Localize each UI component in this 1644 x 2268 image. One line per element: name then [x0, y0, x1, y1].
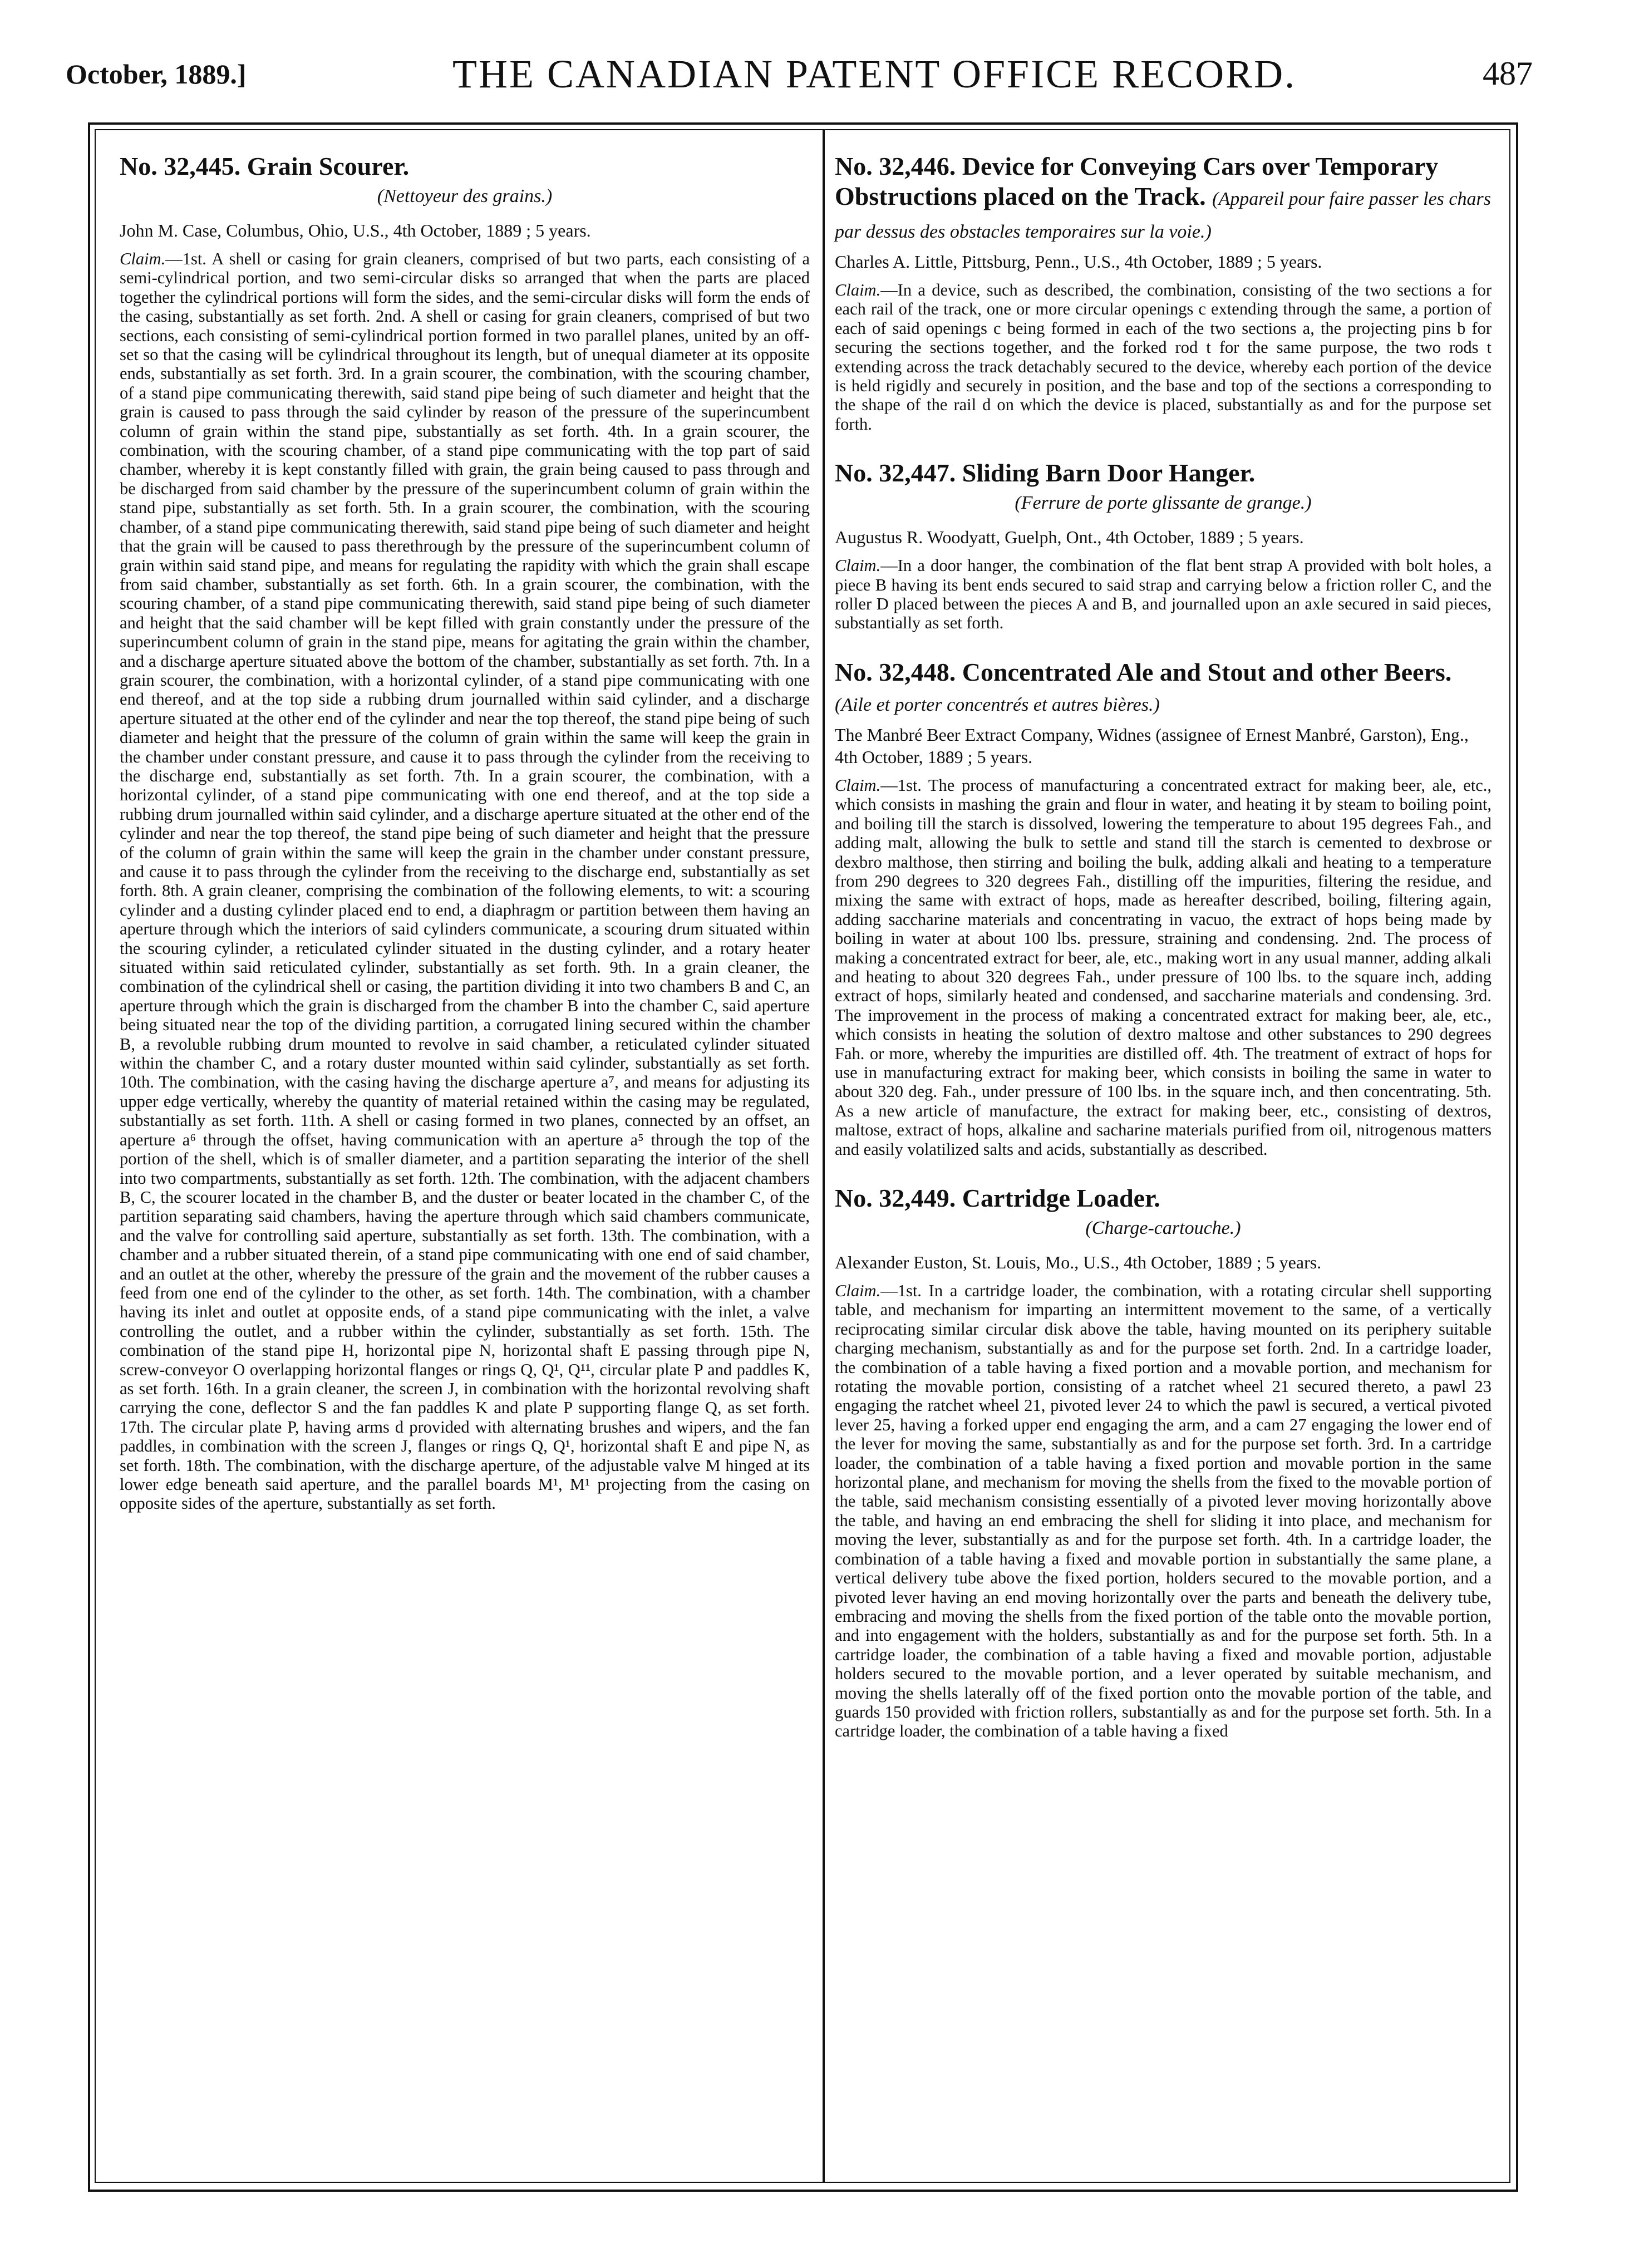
- entry-title: Device for Conveying Cars over Temporary Obstructions placed on the Track.: [835, 152, 1439, 210]
- entry-claim: [835, 776, 1492, 1159]
- claim-text: —1st. The process of manufacturing a concentrated extract for making beer, ale, etc., which consists in mashing the grain and flour in water, and heating it by steam to boiling point, and boiling till the starch is dissolved, lowering the temperature to about 195 degrees Fah., and adding malt, allowing the bulk to settle and stand till the starch is cemented to dexbrose or dexbro malthose, then stirring and boiling the bulk, adding alkali and heating to a temperature from 290 degrees to 320 degrees Fah., distilling off the impurities, filtering the residue, and mixing the same with extract of hops, made as hereafter described, boiling, filtering again, adding saccharine materials and concentrating in vacuo, the extract of hops being made by boiling in water at about 100 lbs. pressure, straining and condensing. 2nd. The process of making a concentrated extract for beer, ale, etc., making wort in any usual manner, adding alkali and heating to about 320 degrees Fah., under pressure of 100 lbs. to the square inch, adding extract of hops, similarly heated and condensed, and saccharine materials and condensing. 3rd. The improvement in the process of making a concentrated extract for making beer, ale, etc., which consists in heating the solution of dextro maltose and other substances to 290 degrees Fah. or more, whereby the impurities are distilled off. 4th. The treatment of extract of hops for use in manufacturing extract for making beer, which consists in boiling the same in water to about 320 deg. Fah., under pressure of 100 lbs. in the square inch, and then concentrating. 5th. As a new article of manufacture, the extract for making beer, etc., consisting of dextros, maltose, extract of hops, alkaline and sacharine materials purified from oil, nitrogenous matters and easily volatilized salts and acids, substantially as described.: [835, 775, 1492, 1159]
- entry-heading: [835, 657, 1492, 720]
- entry-french-title: (Appareil pour faire passer les chars par dessus des obstacles temporaires sur la voie.): [835, 189, 1491, 242]
- patent-entry-32448: [835, 657, 1492, 1159]
- entry-number: No. 32,447.: [835, 459, 956, 488]
- entry-heading: [835, 151, 1492, 247]
- claim-label: Claim.: [835, 775, 881, 795]
- patent-entry-32445: [120, 151, 810, 1513]
- entry-heading: [835, 458, 1492, 488]
- entry-applicant: Augustus R. Woodyatt, Guelph, Ont., 4th October, 1889 ; 5 years.: [835, 527, 1304, 548]
- entry-claim: [835, 556, 1492, 633]
- entry-french-title: (Charge-cartouche.): [1085, 1218, 1241, 1238]
- claim-label: Claim.: [835, 556, 881, 575]
- entry-number: No. 32,448.: [835, 657, 956, 686]
- claim-text: —1st. In a cartridge loader, the combination, with a rotating circular shell supporting table, and mechanism for imparting an intermittent movement to the same, of a vertically reciprocating similar circular disk above the table, having mounted on its periphery suitable charging mechanism, substantially as and for the purpose set forth. 2nd. In a cartridge loader, the combination of a table having a fixed portion and a movable portion, and mechanism for rotating the movable portion, consisting of a ratchet wheel 21 secured thereto, a pawl 23 engaging the ratchet wheel 21, pivoted lever 24 to which the pawl is secured, a vertical pivoted lever 25, having a forked upper end engaging the arm, and a cam 27 engaging the lower end of the lever for moving the same, substantially as and for the purpose set forth. 3rd. In a cartridge loader, the combination of a table having a fixed portion and movable portion in the same horizontal plane, and mechanism for moving the shells from the fixed to the movable portion of the table, said mechanism consisting essentially of a pivoted lever moving horizontally above the table, and having an end embracing the shell for sliding it into place, and mechanism for moving the lever, substantially as and for the purpose set forth. 4th. In a cartridge loader, the combination of a table having a fixed and movable portion in substantially the same plane, a vertical delivery tube above the fixed portion, holders secured to the movable portion, and a pivoted lever having an end moving horizontally over the parts and beneath the delivery tube, embracing and moving the shells from the fixed portion of the table onto the movable portion, and into engagement with the holders, substantially as and for the purpose set forth. 5th. In a cartridge loader, the combination of a table having a fixed and movable portion, adjustable holders secured to the movable portion, and a lever operated by suitable mechanism, and moving the shells laterally off of the fixed portion onto the movable portion of the table, and guards 150 provided with friction rollers, substantially as and for the purpose set forth. 5th. In a cartridge loader, the combination of a table having a fixed: [835, 1281, 1492, 1741]
- header-title: THE CANADIAN PATENT OFFICE RECORD.: [452, 52, 1297, 96]
- header-page-number: 487: [1483, 55, 1533, 92]
- patent-entry-32449: [835, 1183, 1492, 1741]
- entry-applicant: Alexander Euston, St. Louis, Mo., U.S., 4th October, 1889 ; 5 years.: [835, 1252, 1322, 1272]
- entry-french-title: (Aile et porter concentrés et autres bières.): [835, 694, 1160, 715]
- entry-title: Concentrated Ale and Stout and other Beers.: [962, 657, 1452, 686]
- column-divider: [823, 129, 825, 2183]
- entry-applicant: Charles A. Little, Pittsburg, Penn., U.S., 4th October, 1889 ; 5 years.: [835, 252, 1322, 272]
- entry-title: Sliding Barn Door Hanger.: [962, 459, 1256, 488]
- claim-label: Claim.: [835, 281, 881, 299]
- claim-text: —In a device, such as described, the combination, consisting of the two sections a for each rail of the track, one or more circular openings c extending through the same, a portion of each of said openings c being formed in each of the two sections a, the projecting pins b for securing the sections together, and the forked rod t for the same purpose, the two rods t extending across the track detachably secured to the device, whereby each portion of the device is held rigidly and securely in position, and the base and top of the sections a corresponding to the shape of the rail d on which the device is placed, substantially as and for the purpose set forth.: [835, 281, 1492, 434]
- entry-number: No. 32,445.: [120, 152, 241, 180]
- entry-number: No. 32,446.: [835, 152, 956, 180]
- entry-title: Grain Scourer.: [247, 152, 410, 180]
- entry-claim: [835, 281, 1492, 434]
- patent-entry-32447: [835, 458, 1492, 633]
- page-header: [66, 52, 1533, 102]
- claim-text: —In a door hanger, the combination of the flat bent strap A provided with bolt holes, a piece B having its bent ends secured to said strap and carrying below a friction roller C, and the roller D placed between the pieces A and B, and journalled upon an axle secured in said pieces, substantially as set forth.: [835, 556, 1492, 633]
- entry-applicant: The Manbré Beer Extract Company, Widnes (assignee of Ernest Manbré, Garston), Eng., 4th October, 1889 ; 5 years.: [835, 724, 1469, 767]
- entry-heading: [835, 1183, 1492, 1213]
- entry-claim: [120, 249, 810, 1513]
- claim-text: —1st. A shell or casing for grain cleaners, comprised of but two parts, each consisting of a semi-cylindrical portion, and two semi-circular disks so arranged that when the parts are placed together the cylindrical portions will form the sides, and the semi-circular disks will form the ends of the casing, substantially as set forth. 2nd. A shell or casing for grain cleaners, comprised of but two sections, each consisting of semi-cylindrical portion formed in two parallel planes, united by an off-set so that the casing will be cylindrical throughout its length, but of unequal diameter at its opposite ends, substantially as set forth. 3rd. In a grain scourer, the combination, with the scouring chamber, of a stand pipe communicating therewith, said stand pipe being of such diameter and height that the grain is caused to pass through the said cylinder by reason of the pressure of the superincumbent column of grain within the stand pipe, substantially as set forth. 4th. In a grain scourer, the combination, with the scouring chamber, of a stand pipe communicating with the top part of said chamber, whereby it is kept constantly filled with grain, the grain being caused to pass through and be discharged from said chamber by the pressure of the superincumbent column of grain within the stand pipe, substantially as set forth. 5th. In a grain scourer, the combination, with the scouring chamber, of a stand pipe communicating therewith, said stand pipe being of such diameter and height that the grain will be caused to pass therethrough by the pressure of the superincumbent column of grain within said stand pipe, and means for regulating the rapidity with which the grain shall escape from said chamber, substantially as set forth. 6th. In a grain scourer, the combination, with the scouring chamber, of a stand pipe communicating therewith, said stand pipe being of such diameter and height that the said chamber will be kept filled with grain constantly under the pressure of the superincumbent column of grain in the stand pipe, means for agitating the grain within the chamber, and a discharge aperture situated above the bottom of the chamber, substantially as set forth. 7th. In a grain scourer, the combination, with a horizontal cylinder, of a stand pipe communicating with one end thereof, and at the top side a rubbing drum journalled within said cylinder, and a discharge aperture situated at the other end of the cylinder and near the top thereof, the stand pipe being of such diameter and height that the pressure of the column of grain within the same will keep the grain in the chamber under constant pressure, and cause it to pass through the cylinder from the receiving to the discharge end, substantially as set forth. 7th. In a grain scourer, the combination, with a horizontal cylinder, of a stand pipe communicating with one end thereof, and at the top side a rubbing drum journalled within said cylinder, and a discharge aperture situated at the other end of the cylinder and near the top thereof, the stand pipe being of such diameter and height that the pressure of the column of grain within the same will keep the grain in the chamber under constant pressure, and cause it to pass through the cylinder from the receiving to the discharge end, substantially as set forth. 8th. A grain cleaner, comprising the combination of the following elements, to wit: a scouring cylinder and a dusting cylinder placed end to end, a diaphragm or partition between them having an aperture through which the interiors of said cylinders communicate, a scouring drum situated within the scouring cylinder, a reticulated cylinder situated in the dusting cylinder, and a rotary heater situated within said reticulated cylinder, substantially as set forth. 9th. In a grain cleaner, the combination of the cylindrical shell or casing, the partition dividing it into two chambers B and C, an aperture through which the grain is discharged from the chamber B into the chamber C, said aperture being situated near the top of the dividing partition, a corrugated lining secured within the chamber B, a revoluble rubbing drum mounted to revolve in said chamber, a reticulated cylinder situated within the chamber C, and a rotary duster mounted within said cylinder, substantially as set forth. 10th. The combination, with the casing having the discharge aperture a⁷, and means for adjusting its upper edge vertically, whereby the quantity of material retained within the casing may be regulated, substantially as set forth. 11th. A shell or casing formed in two planes, connected by an offset, an aperture a⁶ through the offset, having communication with an aperture a⁵ through the top of the portion of the shell, which is of smaller diameter, and a partition separating the interior of the shell into two compartments, substantially as set forth. 12th. The combination, with the adjacent chambers B, C, the scourer located in the chamber B, and the duster or beater located in the chamber C, of the partition separating said chambers, having the aperture through which said chambers communicate, and the valve for controlling said aperture, substantially as set forth. 13th. The combination, with a chamber and a rubber situated therein, of a stand pipe communicating with one end of said chamber, and an outlet at the other, whereby the pressure of the grain and the movement of the rubber causes a feed from one end of the cylinder to the other, as set forth. 14th. The combination, with a chamber having its inlet and outlet at opposite ends, of a stand pipe communicating with the inlet, a valve controlling the outlet, and a rubber within the cylinder, substantially as set forth. 15th. The combination of the stand pipe H, horizontal pipe N, horizontal shaft E passing through pipe N, screw-conveyor O overlapping horizontal flanges or rings Q, Q¹, Q¹¹, circular plate P and paddles K, as set forth. 16th. In a grain cleaner, the screen J, in combination with the horizontal revolving shaft carrying the cone, deflector S and the fan paddles K and plate P supporting flange Q, as set forth. 17th. The circular plate P, having arms d provided with alternating brushes and wipers, and the fan paddles, in combination with the screen J, flanges or rings Q, Q¹, horizontal shaft E and pipe N, as set forth. 18th. The combination, with the discharge aperture, of the adjustable valve M hinged at its lower edge beneath said aperture, and the parallel boards M¹, M¹ projecting from the casing on opposite sides of the aperture, substantially as set forth.: [120, 249, 810, 1513]
- claim-label: Claim.: [120, 249, 166, 268]
- entry-title: Cartridge Loader.: [962, 1184, 1160, 1212]
- claim-label: Claim.: [835, 1281, 881, 1300]
- header-date: October, 1889.]: [66, 58, 247, 90]
- entry-claim: [835, 1281, 1492, 1741]
- entry-number: No. 32,449.: [835, 1184, 956, 1212]
- entry-french-title: (Nettoyeur des grains.): [377, 186, 553, 206]
- patent-entry-32446: [835, 151, 1492, 434]
- entry-french-title: (Ferrure de porte glissante de grange.): [1015, 493, 1312, 514]
- entry-applicant: John M. Case, Columbus, Ohio, U.S., 4th October, 1889 ; 5 years.: [120, 220, 591, 240]
- right-column: [835, 151, 1492, 1765]
- entry-heading: [120, 151, 810, 181]
- left-column: [120, 151, 810, 1538]
